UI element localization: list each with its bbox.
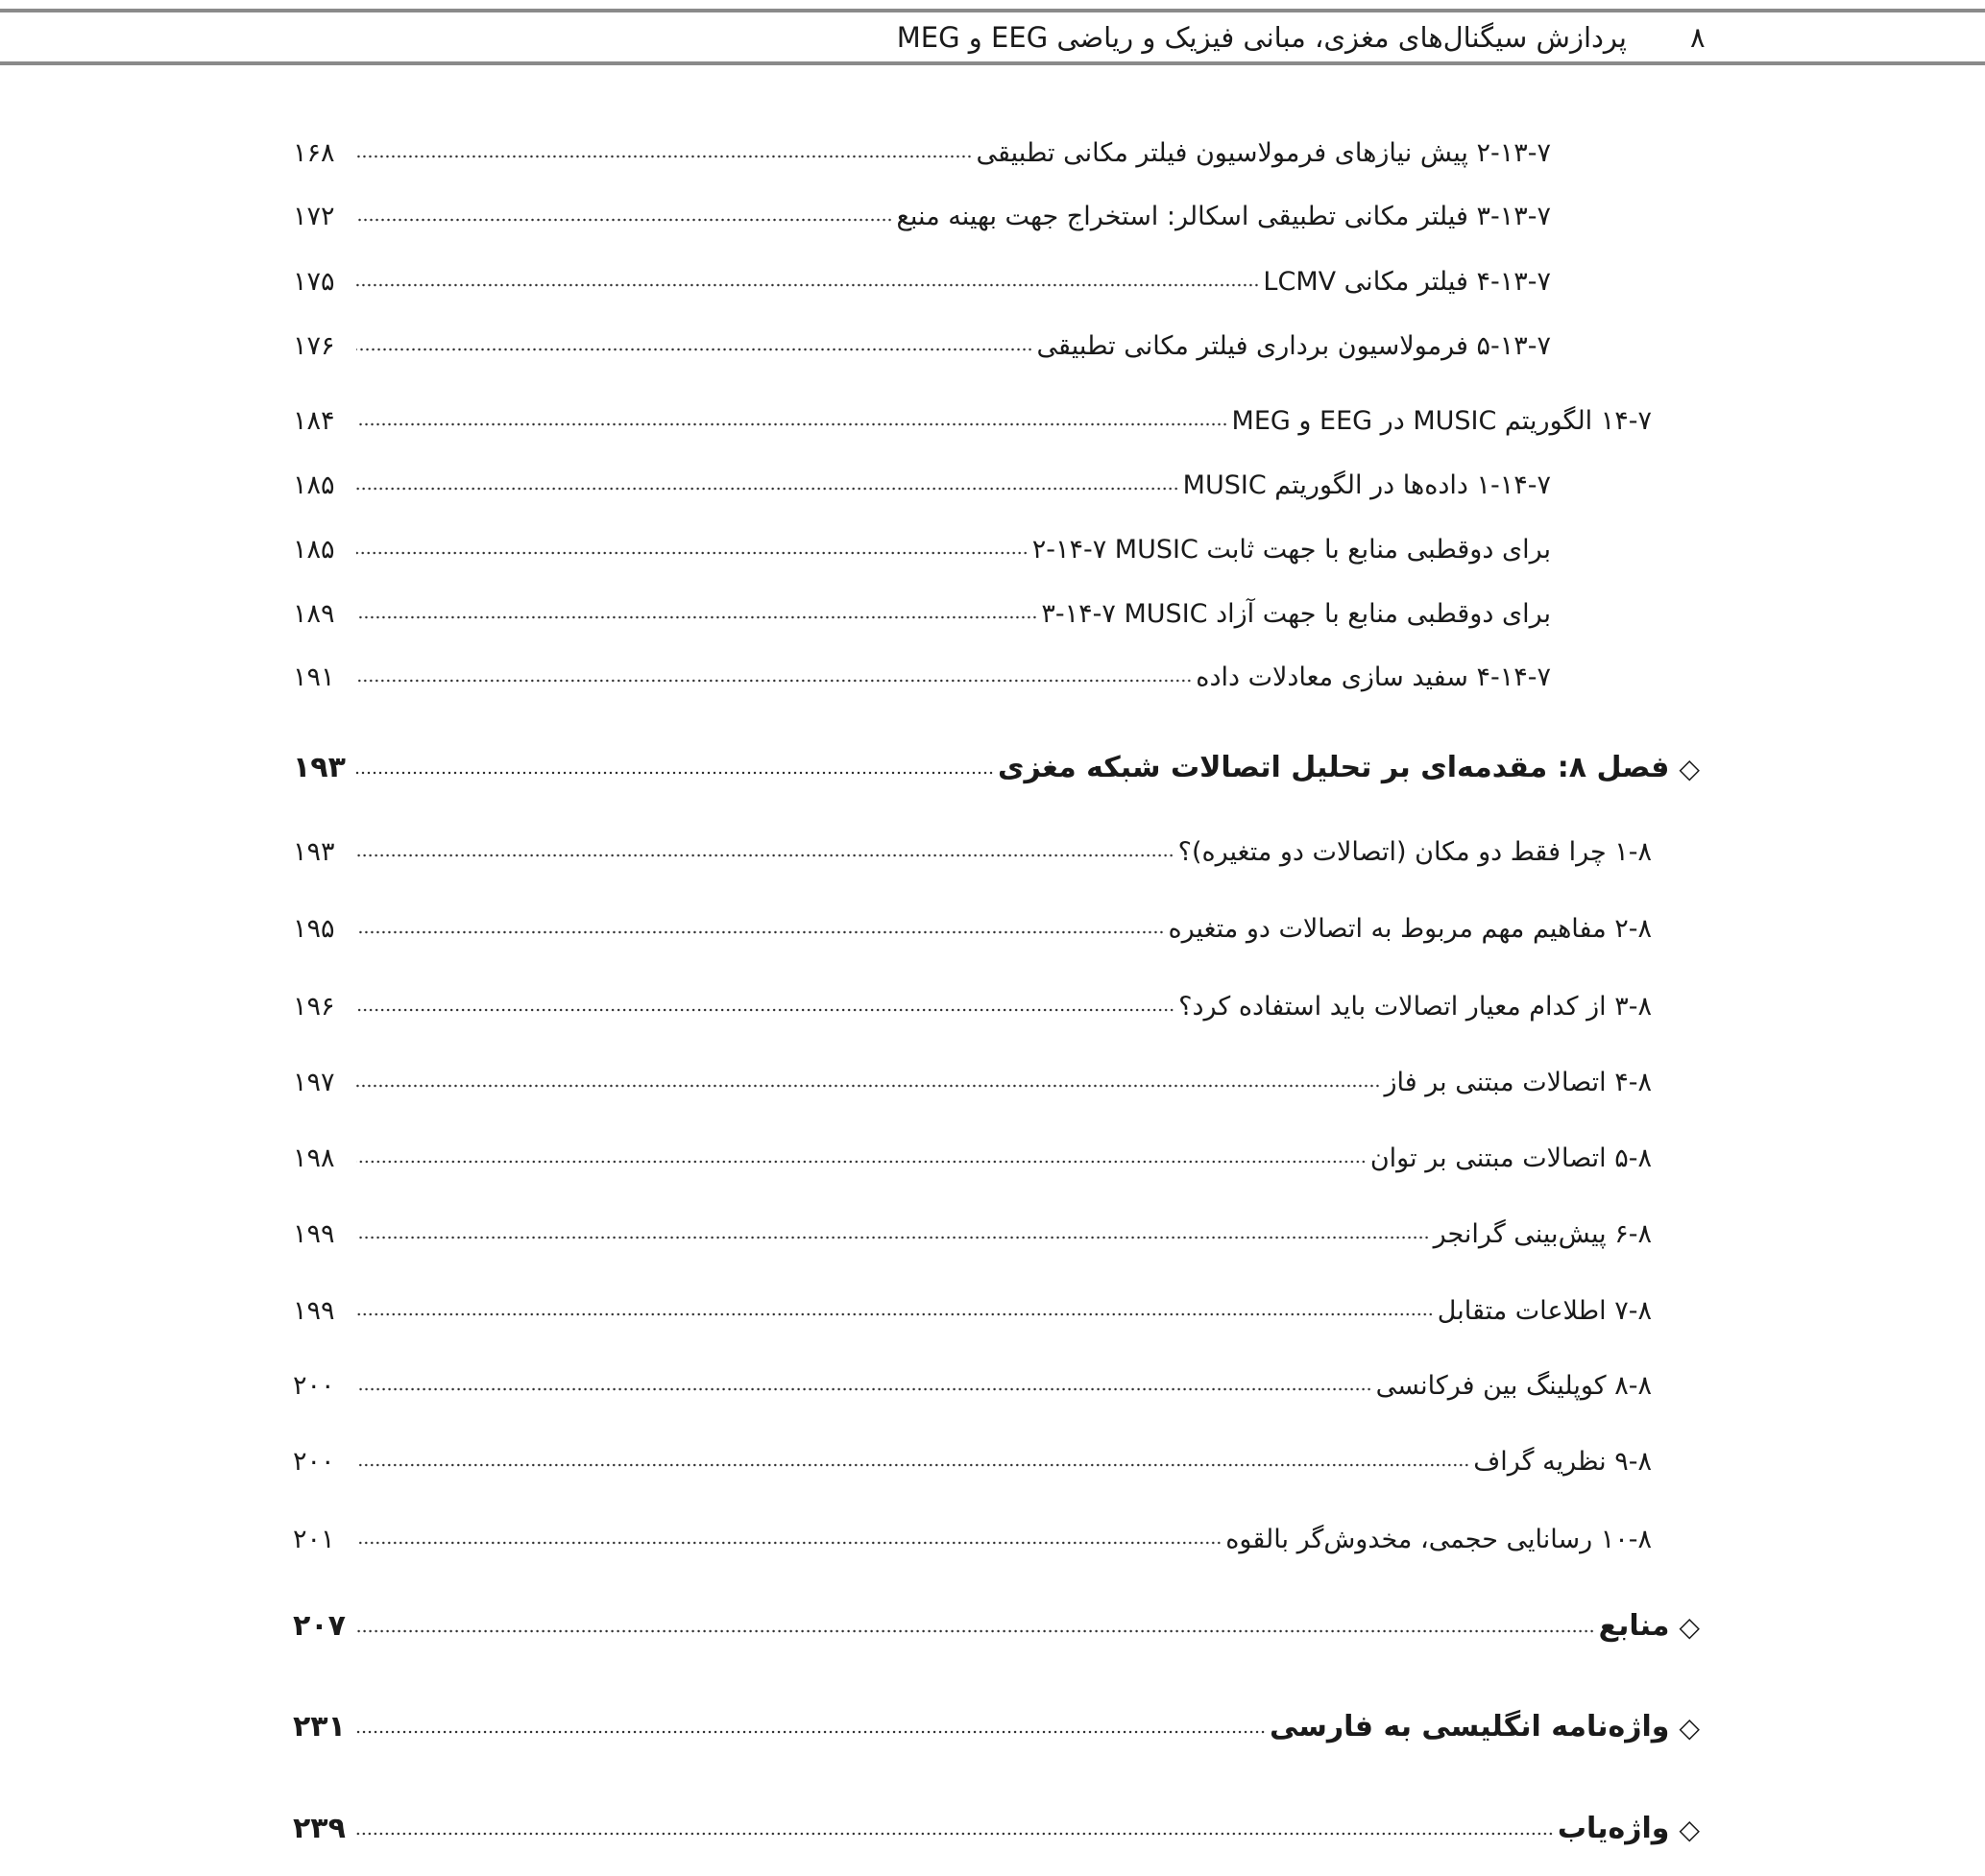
toc-entry-page: ۱۸۹	[293, 599, 335, 629]
dot-leader	[356, 1159, 1367, 1165]
dot-leader	[356, 929, 1164, 935]
dot-leader	[356, 1235, 1430, 1240]
toc-entry-page: ۲۳۹	[293, 1812, 346, 1845]
toc-entry-title: ۱۴-۷ الگوریتم MUSIC در EEG و MEG	[1231, 406, 1652, 436]
toc-entry-title: واژه‌یاب	[1557, 1812, 1670, 1845]
toc-entry-page: ۱۷۵	[293, 267, 335, 297]
toc-entry-page: ۱۹۹	[293, 1296, 335, 1326]
dot-leader	[356, 678, 1192, 684]
dot-leader	[356, 421, 1228, 427]
toc-entry-page: ۱۸۴	[293, 406, 335, 436]
toc-chapter-entry[interactable]	[293, 1604, 1700, 1643]
toc-entry[interactable]	[293, 654, 1551, 692]
toc-entry-page: ۲۰۷	[293, 1609, 346, 1643]
toc-entry-page: ۲۰۰	[293, 1371, 335, 1401]
dot-leader	[356, 1462, 1469, 1468]
toc-entry[interactable]	[293, 258, 1551, 297]
toc-entry-title: ۴-۸ اتصالات مبتنی بر فاز	[1384, 1068, 1652, 1097]
diamond-bullet-icon: ◇	[1679, 1814, 1700, 1845]
dot-leader	[356, 550, 1029, 556]
toc-entry-page: ۱۸۵	[293, 535, 335, 565]
toc-entry-page: ۱۹۱	[293, 662, 335, 692]
toc-entry-title: واژه‌نامه انگلیسی به فارسی	[1270, 1710, 1670, 1744]
toc-entry-page: ۲۰۰	[293, 1447, 335, 1477]
header-title: پردازش سیگنال‌های مغزی، مبانی فیزیک و ریاضی EEG و MEG	[896, 21, 1627, 54]
toc-entry[interactable]	[293, 323, 1551, 361]
toc-entry-page: ۲۳۱	[293, 1710, 346, 1744]
toc-entry-title: ۹-۸ نظریه گراف	[1473, 1447, 1652, 1477]
toc-chapter-entry[interactable]	[293, 1705, 1700, 1744]
toc-entry[interactable]	[293, 130, 1551, 168]
toc-entry[interactable]	[293, 1438, 1652, 1477]
toc-entry-title: ۳-۸ از کدام معیار اتصالات باید استفاده کرد؟	[1178, 992, 1652, 1022]
header-top-rule	[0, 9, 1985, 12]
toc-entry[interactable]	[293, 397, 1652, 436]
toc-entry-page: ۱۹۳	[293, 837, 335, 867]
toc-entry-title: ۳-۱۳-۷ فیلتر مکانی تطبیقی اسکالر: استخراج جهت بهینه منبع	[896, 202, 1551, 231]
toc-entry[interactable]	[293, 462, 1551, 500]
toc-entry-page: ۲۰۱	[293, 1525, 335, 1554]
toc-entry-title: منابع	[1598, 1609, 1670, 1643]
toc-chapter-entry[interactable]	[293, 746, 1700, 784]
dot-leader	[356, 1540, 1222, 1546]
toc-entry-title: ۳-۱۴-۷ MUSIC برای دوقطبی منابع با جهت آزاد	[1041, 599, 1551, 629]
toc-entry-title: ۴-۱۳-۷ فیلتر مکانی LCMV	[1263, 267, 1551, 297]
toc-entry-page: ۱۹۳	[293, 751, 346, 784]
toc-entry-page: ۱۸۵	[293, 470, 335, 500]
dot-leader	[356, 217, 893, 223]
toc-entry[interactable]	[293, 829, 1652, 867]
toc-entry-page: ۱۹۹	[293, 1219, 335, 1249]
dot-leader	[356, 486, 1179, 492]
header-page-number: ۸	[1690, 21, 1706, 54]
diamond-bullet-icon: ◇	[1679, 1611, 1700, 1643]
toc-entry-title: ۶-۸ پیش‌بینی گرانجر	[1433, 1219, 1652, 1249]
toc-entry-page: ۱۹۷	[293, 1068, 335, 1097]
toc-entry-title: ۵-۱۳-۷ فرمولاسیون برداری فیلتر مکانی تطبیقی	[1036, 331, 1551, 361]
header-bottom-rule	[0, 61, 1985, 65]
toc-entry[interactable]	[293, 983, 1652, 1022]
dot-leader	[356, 1083, 1380, 1089]
toc-entry-title: ۲-۱۴-۷ MUSIC برای دوقطبی منابع با جهت ثابت	[1031, 535, 1551, 565]
toc-chapter-entry[interactable]	[293, 1807, 1700, 1845]
toc-entry-page: ۱۷۶	[293, 331, 335, 361]
dot-leader	[356, 770, 994, 776]
toc-entry[interactable]	[293, 1059, 1652, 1097]
toc-entry[interactable]	[293, 1135, 1652, 1173]
toc-entry-page: ۱۶۸	[293, 138, 335, 168]
toc-entry-page: ۱۹۸	[293, 1143, 335, 1173]
dot-leader	[356, 347, 1033, 352]
toc-entry[interactable]	[293, 905, 1652, 944]
dot-leader	[356, 1831, 1554, 1837]
toc-entry[interactable]	[293, 1516, 1652, 1554]
dot-leader	[356, 1628, 1595, 1634]
dot-leader	[356, 1729, 1266, 1735]
toc-entry-title: ۲-۸ مفاهیم مهم مربوط به اتصالات دو متغیره	[1168, 914, 1652, 944]
toc-entry-title: ۴-۱۴-۷ سفید سازی معادلات داده	[1196, 662, 1551, 692]
toc-entry-page: ۱۹۵	[293, 914, 335, 944]
toc-entry[interactable]	[293, 526, 1551, 565]
dot-leader	[356, 1311, 1434, 1317]
dot-leader	[356, 282, 1259, 288]
dot-leader	[356, 853, 1174, 858]
toc-entry[interactable]	[293, 1211, 1652, 1249]
toc-entry-title: ۸-۸ کوپلینگ بین فرکانسی	[1375, 1371, 1652, 1401]
toc-entry[interactable]	[293, 1287, 1652, 1326]
diamond-bullet-icon: ◇	[1679, 1712, 1700, 1744]
toc-entry-title: ۱-۱۴-۷ داده‌ها در الگوریتم MUSIC	[1182, 470, 1551, 500]
dot-leader	[356, 614, 1037, 620]
toc-entry-title: ۱-۸ چرا فقط دو مکان (اتصالات دو متغیره)؟	[1177, 837, 1652, 867]
dot-leader	[356, 1007, 1174, 1013]
toc-entry-title: ۷-۸ اطلاعات متقابل	[1437, 1296, 1652, 1326]
toc-entry[interactable]	[293, 590, 1551, 629]
dot-leader	[356, 1386, 1372, 1392]
toc-entry-title: ۵-۸ اتصالات مبتنی بر توان	[1369, 1143, 1652, 1173]
toc-entry-page: ۱۹۶	[293, 992, 335, 1022]
toc-entry-title: ۱۰-۸ رسانایی حجمی، مخدوش‌گر بالقوه	[1225, 1525, 1652, 1554]
toc-entry-title: ۲-۱۳-۷ پیش نیازهای فرمولاسیون فیلتر مکانی تطبیقی	[976, 138, 1551, 168]
diamond-bullet-icon: ◇	[1679, 753, 1700, 784]
toc-entry[interactable]	[293, 1362, 1652, 1401]
toc-entry-page: ۱۷۲	[293, 202, 335, 231]
toc-entry-title: فصل ۸: مقدمه‌ای بر تحلیل اتصالات شبکه مغزی	[998, 751, 1670, 784]
toc-entry[interactable]	[293, 193, 1551, 231]
dot-leader	[356, 154, 972, 159]
